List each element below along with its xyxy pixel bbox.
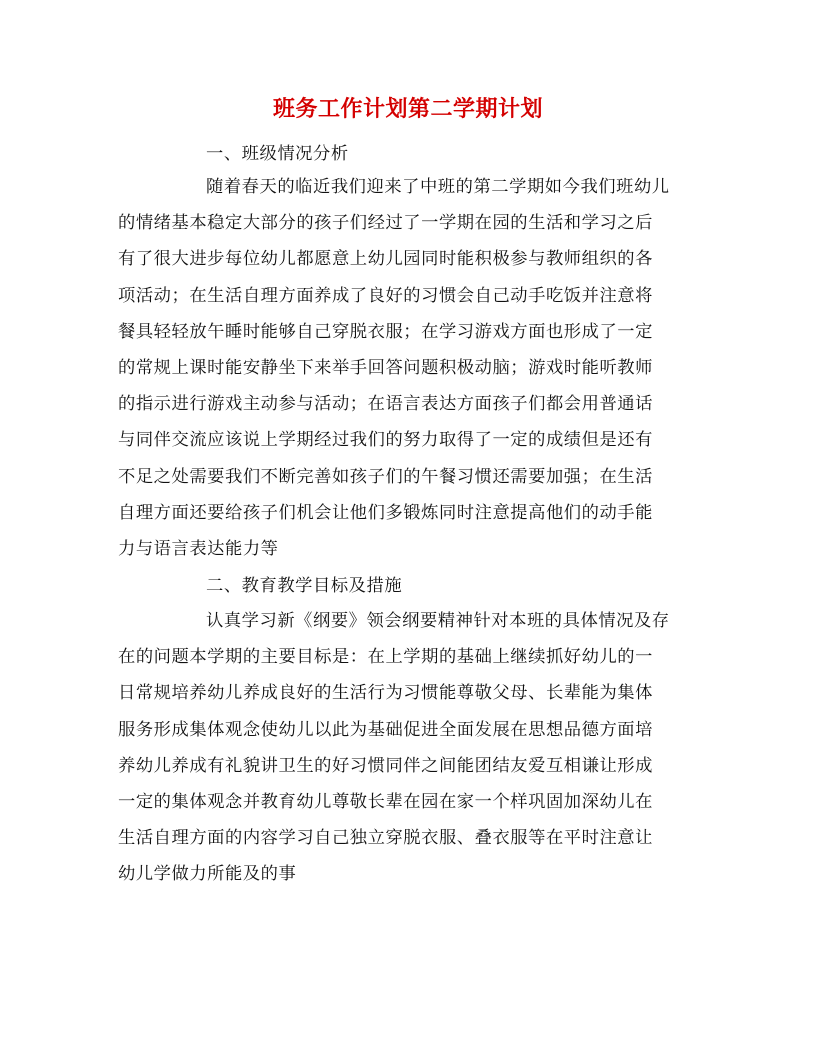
document-title: 班务工作计划第二学期计划 [272,96,543,122]
paragraph-line: 生活自理方面的内容学习自己独立穿脱衣服、叠衣服等在平时注意让 [118,828,653,849]
paragraph-line: 认真学习新《纲要》领会纲要精神针对本班的具体情况及存 [206,611,670,631]
paragraph-line: 在的问题本学期的主要目标是：在上学期的基础上继续抓好幼儿的一 [118,647,653,668]
paragraph-line: 随着春天的临近我们迎来了中班的第二学期如今我们班幼儿 [206,177,670,197]
paragraph-line: 幼儿学做力所能及的事 [118,864,297,885]
paragraph-line: 的常规上课时能安静坐下来举手回答问题积极动脑；游戏时能听教师 [118,357,653,378]
paragraph-line: 的指示进行游戏主动参与活动；在语言表达方面孩子们都会用普通话 [118,394,653,415]
paragraph-line: 不足之处需要我们不断完善如孩子们的午餐习惯还需要加强；在生活 [118,466,653,487]
paragraph-goals-measures [118,603,698,893]
paragraph-line: 养幼儿养成有礼貌讲卫生的好习惯同伴之间能团结友爱互相谦让形成 [118,755,653,776]
paragraph-line: 有了很大进步每位幼儿都愿意上幼儿园同时能积极参与教师组织的各 [118,249,653,270]
paragraph-line: 与同伴交流应该说上学期经过我们的努力取得了一定的成绩但是还有 [118,430,653,451]
section-heading-class-analysis: 一、班级情况分析 [206,144,349,164]
paragraph-line: 一定的集体观念并教育幼儿尊敬长辈在园在家一个样巩固加深幼儿在 [118,791,653,812]
paragraph-line: 服务形成集体观念使幼儿以此为基础促进全面发展在思想品德方面培 [118,719,653,740]
paragraph-line: 日常规培养幼儿养成良好的生活行为习惯能尊敬父母、长辈能为集体 [118,683,653,704]
paragraph-line: 力与语言表达能力等 [118,538,279,559]
paragraph-class-analysis [118,169,698,567]
section-heading-goals-measures: 二、教育教学目标及措施 [206,576,403,596]
paragraph-line: 自理方面还要给孩子们机会让他们多锻炼同时注意提高他们的动手能 [118,502,653,523]
paragraph-line: 的情绪基本稳定大部分的孩子们经过了一学期在园的生活和学习之后 [118,213,653,234]
paragraph-line: 餐具轻轻放午睡时能够自己穿脱衣服；在学习游戏方面也形成了一定 [118,321,653,342]
paragraph-line: 项活动；在生活自理方面养成了良好的习惯会自己动手吃饭并注意将 [118,285,653,306]
